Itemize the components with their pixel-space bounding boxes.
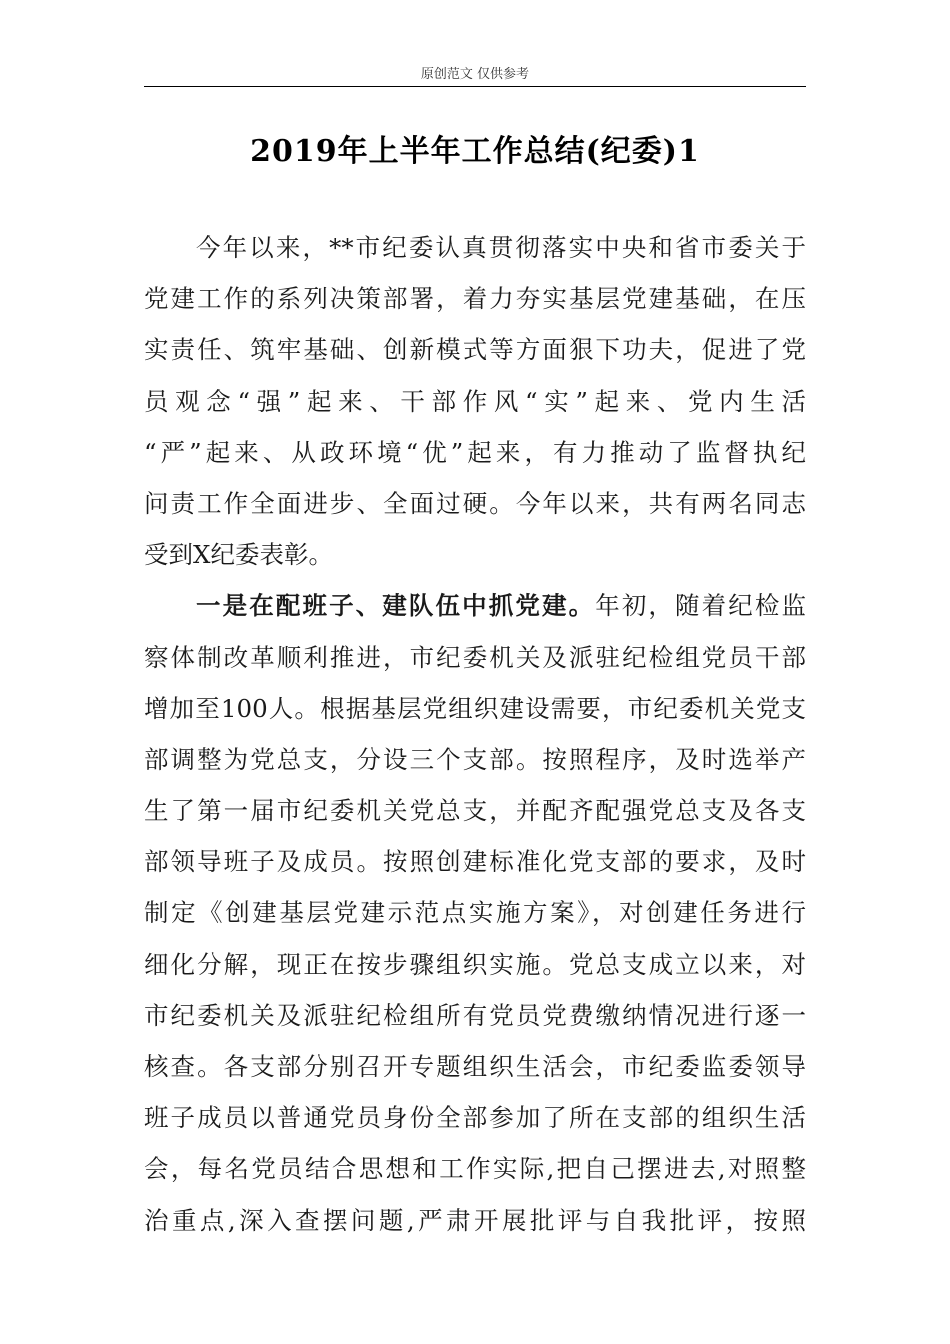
paragraph-2-line: 市纪委机关及派驻纪检组所有党员党费缴纳情况进行逐一: [144, 1000, 806, 1030]
paragraph-1-line: 员观念“强”起来、干部作风“实”起来、党内生活: [144, 386, 806, 416]
section-heading: 一是在配班子、建队伍中抓党建。: [196, 591, 596, 621]
document-title: 2019年上半年工作总结(纪委)1: [250, 134, 700, 169]
paragraph-2-line: 部领导班子及成员。按照创建标准化党支部的要求，及时: [144, 847, 806, 877]
paragraph-2-line: 核查。各支部分别召开专题组织生活会，市纪委监委领导: [144, 1052, 806, 1081]
header-divider: [144, 86, 806, 87]
paragraph-2-line: 会，每名党员结合思想和工作实际,把自己摆进去,对照整: [144, 1154, 806, 1184]
paragraph-2-line: 班子成员以普通党员身份全部参加了所在支部的组织生活: [144, 1103, 806, 1133]
paragraph-2-line: 治重点,深入查摆问题,严肃开展批评与自我批评，按照: [144, 1205, 806, 1235]
paragraph-1-line: 受到X纪委表彰。: [144, 540, 333, 570]
document-body: [144, 222, 806, 1246]
paragraph-1-line: 党建工作的系列决策部署，着力夯实基层党建基础，在压: [144, 284, 806, 314]
page-header: 原创范文 仅供参考: [420, 67, 530, 82]
paragraph-2-line: 察体制改革顺利推进，市纪委机关及派驻纪检组党员干部: [144, 642, 806, 672]
paragraph-2-line: 细化分解，现正在按步骤组织实施。党总支成立以来，对: [144, 949, 806, 979]
paragraph-1-line: 今年以来，**市纪委认真贯彻落实中央和省市委关于: [196, 233, 806, 262]
paragraph-1-line: 问责工作全面进步、全面过硬。今年以来，共有两名同志: [144, 488, 806, 518]
paragraph-2-line: 制定《创建基层党建示范点实施方案》，对创建任务进行: [144, 898, 806, 928]
paragraph-2-line: 增加至100人。根据基层党组织建设需要，市纪委机关党支: [144, 693, 806, 723]
paragraph-2-line: 部调整为党总支，分设三个支部。按照程序，及时选举产: [144, 744, 806, 774]
paragraph-2-first-line-text: 年初，随着纪检监: [595, 591, 806, 621]
paragraph-2-line: 生了第一届市纪委机关党总支，并配齐配强党总支及各支: [144, 796, 806, 826]
paragraph-2-first-line: [144, 580, 806, 631]
paragraph-1-line: 实责任、筑牢基础、创新模式等方面狠下功夫，促进了党: [144, 335, 806, 365]
paragraph-1-line: “严”起来、从政环境“优”起来，有力推动了监督执纪: [144, 437, 806, 467]
